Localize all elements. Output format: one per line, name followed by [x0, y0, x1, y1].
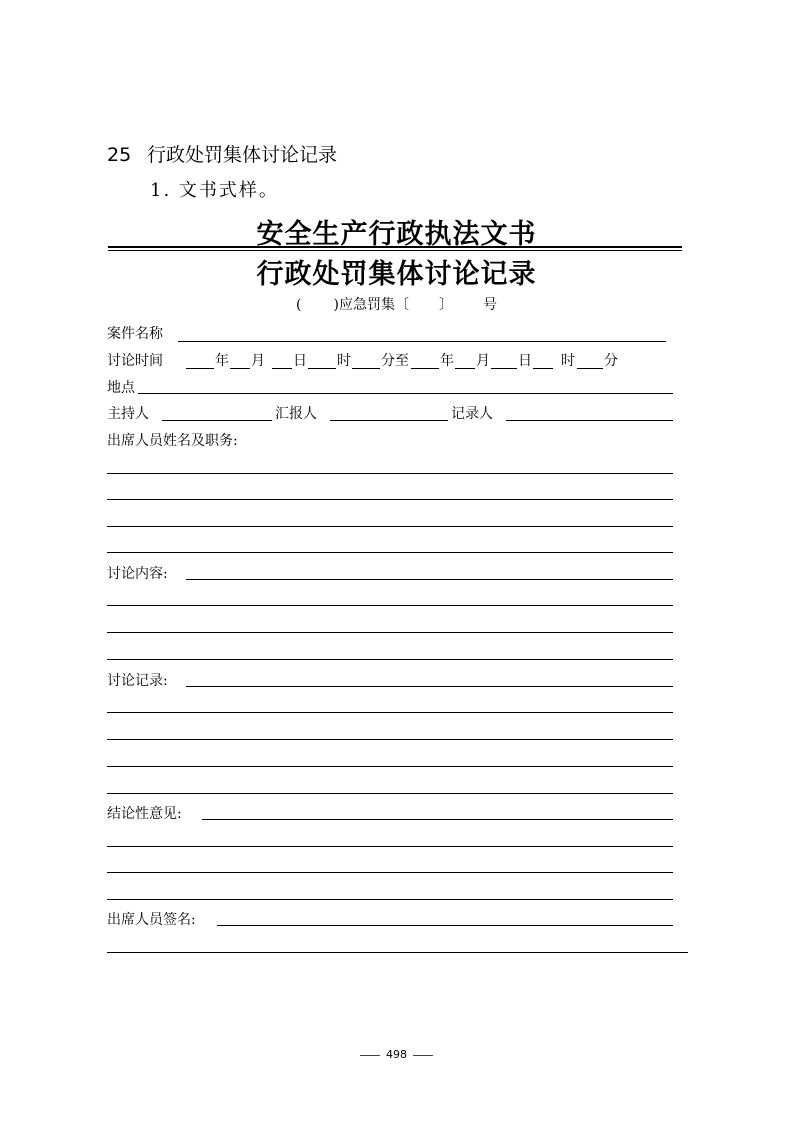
number-open: ( [296, 297, 302, 313]
reporter-label: 汇报人 [275, 406, 317, 422]
attendees-label: 出席人员姓名及职务: [107, 433, 238, 449]
discussion-record-line[interactable] [107, 739, 673, 740]
discussion-record-field[interactable] [186, 686, 673, 687]
discussion-record-label: 讨论记录: [107, 673, 168, 689]
recorder-field[interactable] [506, 420, 673, 421]
time-end-hour-label: 时 [561, 353, 575, 369]
time-start-month-field[interactable] [230, 368, 250, 369]
signatures-label: 出席人员签名: [107, 912, 196, 928]
header-rule-top [108, 246, 682, 248]
recorder-label: 记录人 [451, 406, 493, 422]
attendees-line[interactable] [107, 552, 673, 553]
section-heading [107, 140, 337, 167]
time-end-year-field[interactable] [411, 368, 439, 369]
conclusion-line[interactable] [107, 846, 673, 847]
location-label: 地点 [107, 380, 135, 396]
page-number-value: 498 [386, 1048, 407, 1061]
section-number: 25 [107, 144, 132, 166]
time-start-month-label: 月 [251, 353, 265, 369]
discussion-content-line[interactable] [107, 605, 673, 606]
discussion-record-line[interactable] [107, 793, 673, 794]
discussion-content-line[interactable] [107, 659, 673, 660]
time-end-hour-field[interactable] [533, 368, 553, 369]
document-title: 行政处罚集体讨论记录 [256, 259, 537, 290]
time-end-year-label: 年 [440, 353, 454, 369]
time-end-day-field[interactable] [491, 368, 517, 369]
time-end-month-field[interactable] [455, 368, 475, 369]
header-rule-bottom [108, 250, 682, 251]
conclusion-field[interactable] [202, 819, 673, 820]
attendees-line[interactable] [107, 499, 673, 500]
case-name-field[interactable] [178, 341, 666, 342]
discussion-record-line[interactable] [107, 766, 673, 767]
host-label: 主持人 [107, 406, 149, 422]
conclusion-line[interactable] [107, 872, 673, 873]
page-number [0, 1048, 793, 1061]
number-close: 〕 [438, 297, 453, 313]
dash-left [360, 1055, 380, 1056]
location-field[interactable] [138, 393, 673, 394]
number-suffix: 号 [482, 297, 497, 313]
time-start-year-label: 年 [215, 353, 229, 369]
case-name-label: 案件名称 [107, 326, 163, 342]
discussion-content-field[interactable] [186, 579, 673, 580]
time-start-hour-label: 时 [337, 353, 351, 369]
subsection-label: 1. 文书式样。 [150, 180, 279, 201]
document-number [0, 294, 793, 314]
conclusion-line[interactable] [107, 899, 673, 900]
host-field[interactable] [162, 420, 272, 421]
attendees-line[interactable] [107, 473, 673, 474]
discussion-record-line[interactable] [107, 712, 673, 713]
number-middle: )应急罚集〔 [333, 297, 409, 313]
time-minute-to-label: 分至 [381, 353, 409, 369]
dash-right [413, 1055, 433, 1056]
signatures-field[interactable] [217, 925, 673, 926]
attendees-line[interactable] [107, 526, 673, 527]
time-start-hour-field[interactable] [308, 368, 336, 369]
section-title: 行政处罚集体讨论记录 [147, 144, 338, 166]
conclusion-label: 结论性意见: [107, 806, 182, 822]
time-start-minute-field[interactable] [352, 368, 380, 369]
time-start-year-field[interactable] [186, 368, 214, 369]
time-start-day-field[interactable] [272, 368, 292, 369]
document-header: 安全生产行政执法文书 [256, 219, 537, 250]
time-end-minute-field[interactable] [577, 368, 603, 369]
time-start-day-label: 日 [293, 353, 307, 369]
time-end-day-label: 日 [518, 353, 532, 369]
discussion-content-label: 讨论内容: [107, 566, 168, 582]
reporter-field[interactable] [330, 420, 448, 421]
discussion-content-line[interactable] [107, 632, 673, 633]
discussion-time-label: 讨论时间 [107, 353, 163, 369]
time-end-minute-label: 分 [604, 353, 618, 369]
time-end-month-label: 月 [476, 353, 490, 369]
form-bottom-rule [107, 952, 688, 953]
